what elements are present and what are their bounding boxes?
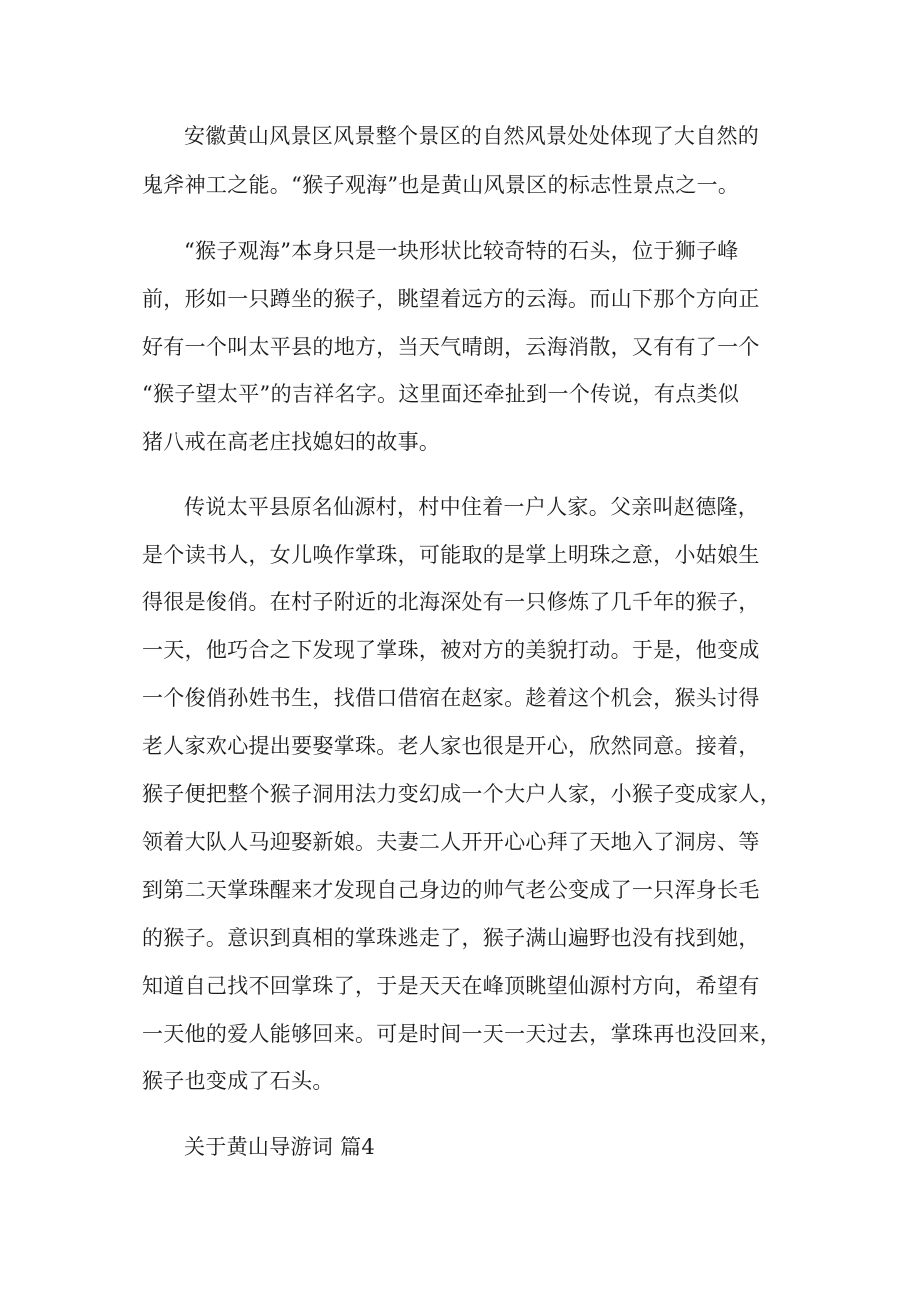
section-heading: 关于黄山导游词 篇4 — [184, 1135, 376, 1159]
paragraph-2-line-4: “猴子望太平”的吉祥名字。这里面还牵扯到一个传说，有点类似 — [142, 382, 740, 406]
paragraph-3-line-11: 知道自己找不回掌珠了，于是天天在峰顶眺望仙源村方向，希望有 — [142, 974, 760, 998]
paragraph-3-line-3: 得很是俊俏。在村子附近的北海深处有一只修炼了几千年的猴子， — [142, 590, 760, 614]
paragraph-2-line-3: 好有一个叫太平县的地方，当天气晴朗，云海消散，又有有了一个 — [142, 335, 760, 359]
paragraph-3-line-13: 猴子也变成了石头。 — [142, 1069, 334, 1093]
paragraph-2-line-1: “猴子观海”本身只是一块形状比较奇特的石头，位于狮子峰 — [184, 239, 739, 263]
paragraph-3-line-9: 到第二天掌珠醒来才发现自己身边的帅气老公变成了一只浑身长毛 — [142, 878, 760, 902]
paragraph-3-line-5: 一个俊俏孙姓书生，找借口借宿在赵家。趁着这个机会，猴头讨得 — [142, 686, 760, 710]
paragraph-3-line-6: 老人家欢心提出要娶掌珠。老人家也很是开心，欣然同意。接着， — [142, 734, 760, 758]
paragraph-3-line-8: 领着大队人马迎娶新娘。夫妻二人开开心心拜了天地入了洞房、等 — [142, 830, 760, 854]
paragraph-3-line-2: 是个读书人，女儿唤作掌珠，可能取的是掌上明珠之意，小姑娘生 — [142, 543, 760, 567]
paragraph-3-line-10: 的猴子。意识到真相的掌珠逃走了，猴子满山遍野也没有找到她， — [142, 926, 760, 950]
paragraph-2-line-5: 猪八戒在高老庄找媳妇的故事。 — [142, 430, 441, 454]
paragraph-2-line-2: 前，形如一只蹲坐的猴子，眺望着远方的云海。而山下那个方向正 — [142, 287, 760, 311]
paragraph-1-line-2: 鬼斧神工之能。“猴子观海”也是黄山风景区的标志性景点之一。 — [142, 173, 740, 197]
paragraph-3-line-7: 猴子便把整个猴子洞用法力变幻成一个大户人家，小猴子变成家人， — [142, 782, 781, 806]
paragraph-3-line-1: 传说太平县原名仙源村，村中住着一户人家。父亲叫赵德隆， — [184, 495, 760, 519]
paragraph-3-line-4: 一天，他巧合之下发现了掌珠，被对方的美貌打动。于是，他变成 — [142, 638, 760, 662]
paragraph-1-line-1: 安徽黄山风景区风景整个景区的自然风景处处体现了大自然的 — [184, 124, 760, 148]
paragraph-3-line-12: 一天他的爱人能够回来。可是时间一天一天过去，掌珠再也没回来， — [142, 1022, 781, 1046]
